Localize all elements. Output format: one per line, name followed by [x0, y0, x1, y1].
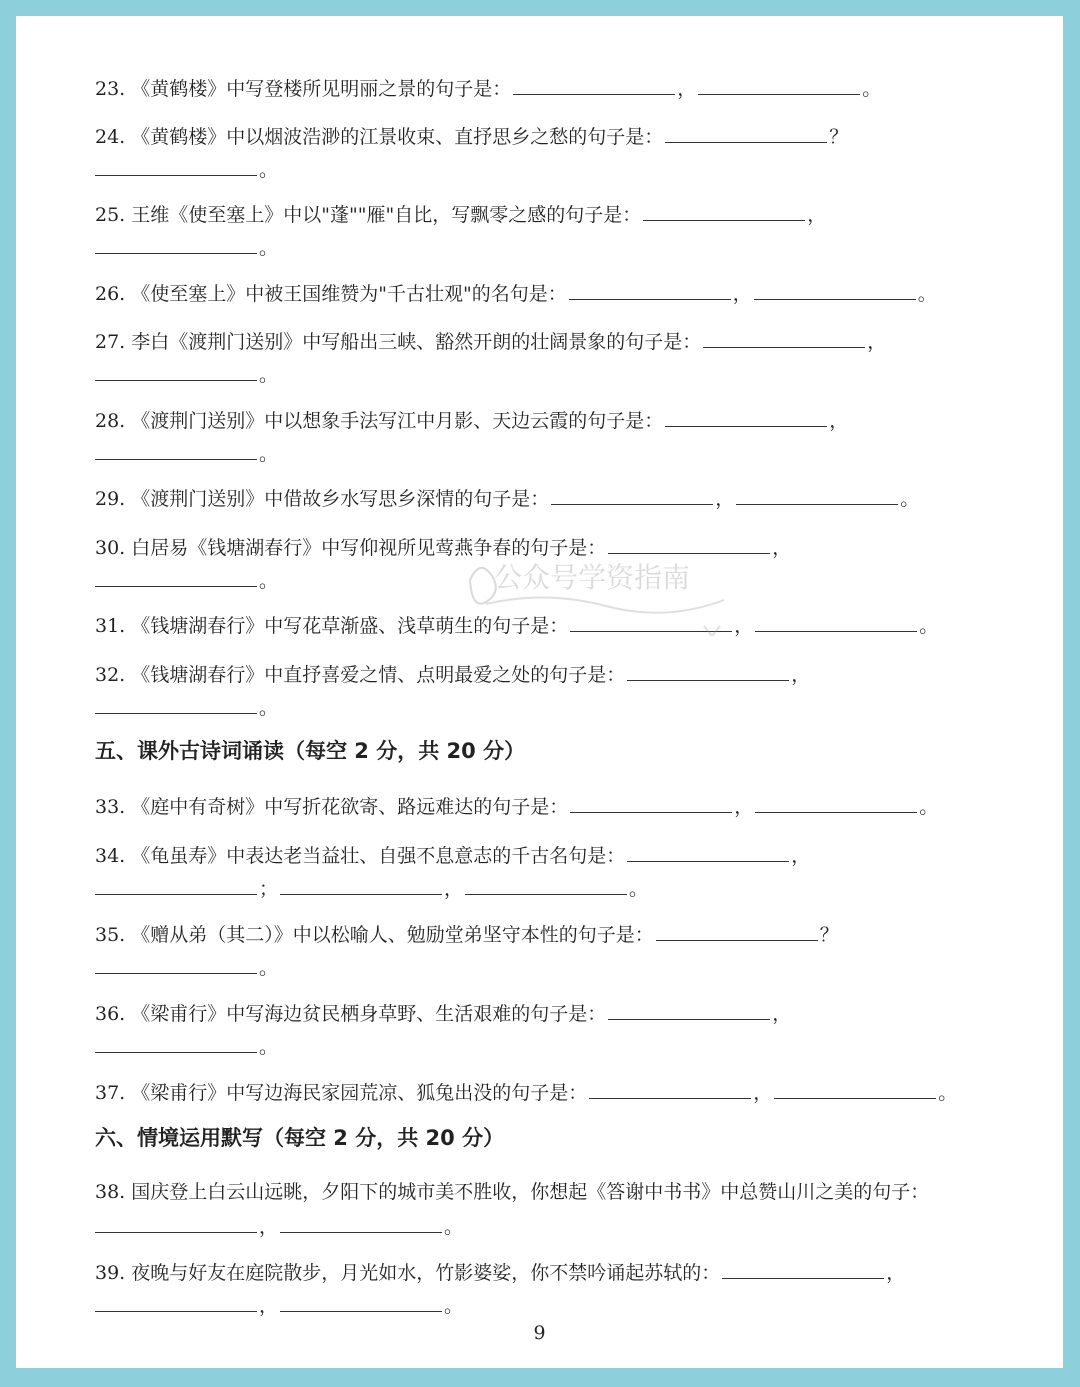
- separator: 。: [259, 237, 279, 259]
- section-heading-6: 六、情境运用默写（每空 2 分，共 20 分）: [95, 1126, 505, 1150]
- separator: ，: [807, 204, 827, 226]
- separator: ，: [732, 283, 752, 305]
- section-heading-5: 五、课外古诗词诵读（每空 2 分，共 20 分）: [95, 739, 526, 763]
- question-25-continued: [95, 234, 278, 260]
- answer-blank[interactable]: [754, 280, 916, 300]
- answer-blank[interactable]: [570, 793, 732, 813]
- question-text: 33. 《庭中有奇树》中写折花欲寄、路远难达的句子是：: [95, 796, 569, 818]
- separator: ；: [259, 878, 279, 900]
- separator: 。: [629, 878, 649, 900]
- question-23: [95, 75, 881, 101]
- separator: ，: [753, 1082, 773, 1104]
- question-36-continued: [95, 1033, 278, 1059]
- question-text: 26. 《使至塞上》中被王国维赞为"千古壮观"的名句是：: [95, 283, 567, 305]
- separator: 。: [259, 443, 279, 465]
- separator: 。: [917, 283, 937, 305]
- separator: ，: [791, 664, 811, 686]
- answer-blank[interactable]: [569, 280, 731, 300]
- watermark-text: 公众号学资指南: [494, 561, 691, 594]
- question-38: [95, 1180, 929, 1204]
- answer-blank[interactable]: [513, 75, 675, 95]
- question-text: 32. 《钱塘湖春行》中直抒喜爱之情、点明最爱之处的句子是：: [95, 664, 626, 686]
- answer-blank[interactable]: [95, 1033, 257, 1053]
- question-33: [95, 793, 938, 819]
- separator: ，: [886, 1262, 906, 1284]
- separator: 。: [919, 615, 939, 637]
- separator: 。: [259, 1036, 279, 1058]
- answer-blank[interactable]: [280, 875, 442, 895]
- separator: 。: [919, 796, 939, 818]
- answer-blank[interactable]: [698, 75, 860, 95]
- separator: 。: [259, 570, 279, 592]
- question-24: [95, 123, 848, 149]
- answer-blank[interactable]: [280, 1292, 442, 1312]
- separator: 。: [862, 78, 882, 100]
- separator: ，: [791, 845, 811, 867]
- question-text: 27. 李白《渡荆门送别》中写船出三峡、豁然开朗的壮阔景象的句子是：: [95, 331, 702, 353]
- separator: 。: [938, 1082, 958, 1104]
- answer-blank[interactable]: [280, 1213, 442, 1233]
- question-text: 38. 国庆登上白云山远眺，夕阳下的城市美不胜收，你想起《答谢中书书》中总赞山川之美的句子：: [95, 1181, 930, 1203]
- question-34: [95, 842, 810, 868]
- answer-blank[interactable]: [95, 694, 257, 714]
- answer-blank[interactable]: [95, 361, 257, 381]
- answer-blank[interactable]: [665, 123, 827, 143]
- answer-blank[interactable]: [627, 842, 789, 862]
- separator: 。: [444, 1295, 464, 1317]
- answer-blank[interactable]: [755, 793, 917, 813]
- separator: ，: [772, 1003, 792, 1025]
- question-37: [95, 1079, 957, 1105]
- separator: 。: [259, 364, 279, 386]
- question-32-continued: [95, 694, 278, 720]
- answer-blank[interactable]: [95, 954, 257, 974]
- answer-blank[interactable]: [95, 1292, 257, 1312]
- question-35-continued: [95, 954, 278, 980]
- question-39-continued: [95, 1292, 463, 1318]
- question-text: 28. 《渡荆门送别》中以想象手法写江中月影、天边云霞的句子是：: [95, 410, 664, 432]
- answer-blank[interactable]: [95, 567, 257, 587]
- question-text: 35. 《赠从弟（其二）》中以松喻人、勉励堂弟坚守本性的句子是：: [95, 924, 654, 946]
- answer-blank[interactable]: [643, 201, 805, 221]
- question-26: [95, 280, 937, 306]
- answer-blank[interactable]: [608, 1000, 770, 1020]
- question-text: 30. 白居易《钱塘湖春行》中写仰视所见莺燕争春的句子是：: [95, 537, 607, 559]
- answer-blank[interactable]: [703, 328, 865, 348]
- question-text: 29. 《渡荆门送别》中借故乡水写思乡深情的句子是：: [95, 488, 550, 510]
- separator: ，: [734, 796, 754, 818]
- separator: ？: [819, 924, 839, 946]
- question-32: [95, 661, 810, 687]
- question-39: [95, 1259, 905, 1285]
- separator: 。: [259, 957, 279, 979]
- question-36: [95, 1000, 791, 1026]
- question-30-continued: [95, 567, 278, 593]
- separator: 。: [900, 488, 920, 510]
- question-25: [95, 201, 826, 227]
- answer-blank[interactable]: [774, 1079, 936, 1099]
- separator: 。: [444, 1216, 464, 1238]
- separator: ，: [867, 331, 887, 353]
- question-text: 24. 《黄鹤楼》中以烟波浩渺的江景收束、直抒思乡之愁的句子是：: [95, 126, 664, 148]
- question-text: 37. 《梁甫行》中写边海民家园荒凉、狐兔出没的句子是：: [95, 1082, 588, 1104]
- answer-blank[interactable]: [95, 875, 257, 895]
- question-38-continued: [95, 1213, 463, 1239]
- answer-blank[interactable]: [722, 1259, 884, 1279]
- separator: ？: [829, 126, 849, 148]
- answer-blank[interactable]: [755, 612, 917, 632]
- separator: ，: [677, 78, 697, 100]
- separator: 。: [259, 159, 279, 181]
- question-28: [95, 407, 848, 433]
- answer-blank[interactable]: [656, 921, 818, 941]
- worksheet-page: [16, 16, 1063, 1368]
- question-text: 25. 王维《使至塞上》中以"蓬""雁"自比，写飘零之感的句子是：: [95, 204, 642, 226]
- question-24-continued: [95, 156, 278, 182]
- watermark: [456, 546, 776, 636]
- question-35: [95, 921, 839, 947]
- answer-blank[interactable]: [95, 234, 257, 254]
- question-text: 39. 夜晚与好友在庭院散步，月光如水，竹影婆娑，你不禁吟诵起苏轼的：: [95, 1262, 721, 1284]
- question-27-continued: [95, 361, 278, 387]
- answer-blank[interactable]: [736, 485, 898, 505]
- answer-blank[interactable]: [95, 1213, 257, 1233]
- answer-blank[interactable]: [589, 1079, 751, 1099]
- answer-blank[interactable]: [95, 440, 257, 460]
- question-text: 34. 《龟虽寿》中表达老当益壮、自强不息意志的千古名句是：: [95, 845, 626, 867]
- separator: 。: [259, 697, 279, 719]
- separator: ，: [829, 410, 849, 432]
- question-text: 23. 《黄鹤楼》中写登楼所见明丽之景的句子是：: [95, 78, 512, 100]
- answer-blank[interactable]: [627, 661, 789, 681]
- question-text: 31. 《钱塘湖春行》中写花草渐盛、浅草萌生的句子是：: [95, 615, 569, 637]
- answer-blank[interactable]: [465, 875, 627, 895]
- separator: ，: [444, 878, 464, 900]
- question-text: 36. 《梁甫行》中写海边贫民栖身草野、生活艰难的句子是：: [95, 1003, 607, 1025]
- separator: ，: [772, 537, 792, 559]
- page-number: 9: [533, 1322, 546, 1344]
- question-28-continued: [95, 440, 278, 466]
- question-27: [95, 328, 886, 354]
- answer-blank[interactable]: [95, 156, 257, 176]
- separator: ，: [259, 1295, 279, 1317]
- answer-blank[interactable]: [665, 407, 827, 427]
- question-34-continued: [95, 875, 648, 901]
- separator: ，: [734, 615, 754, 637]
- answer-blank[interactable]: [551, 485, 713, 505]
- question-29: [95, 485, 919, 511]
- separator: ，: [715, 488, 735, 510]
- separator: ，: [259, 1216, 279, 1238]
